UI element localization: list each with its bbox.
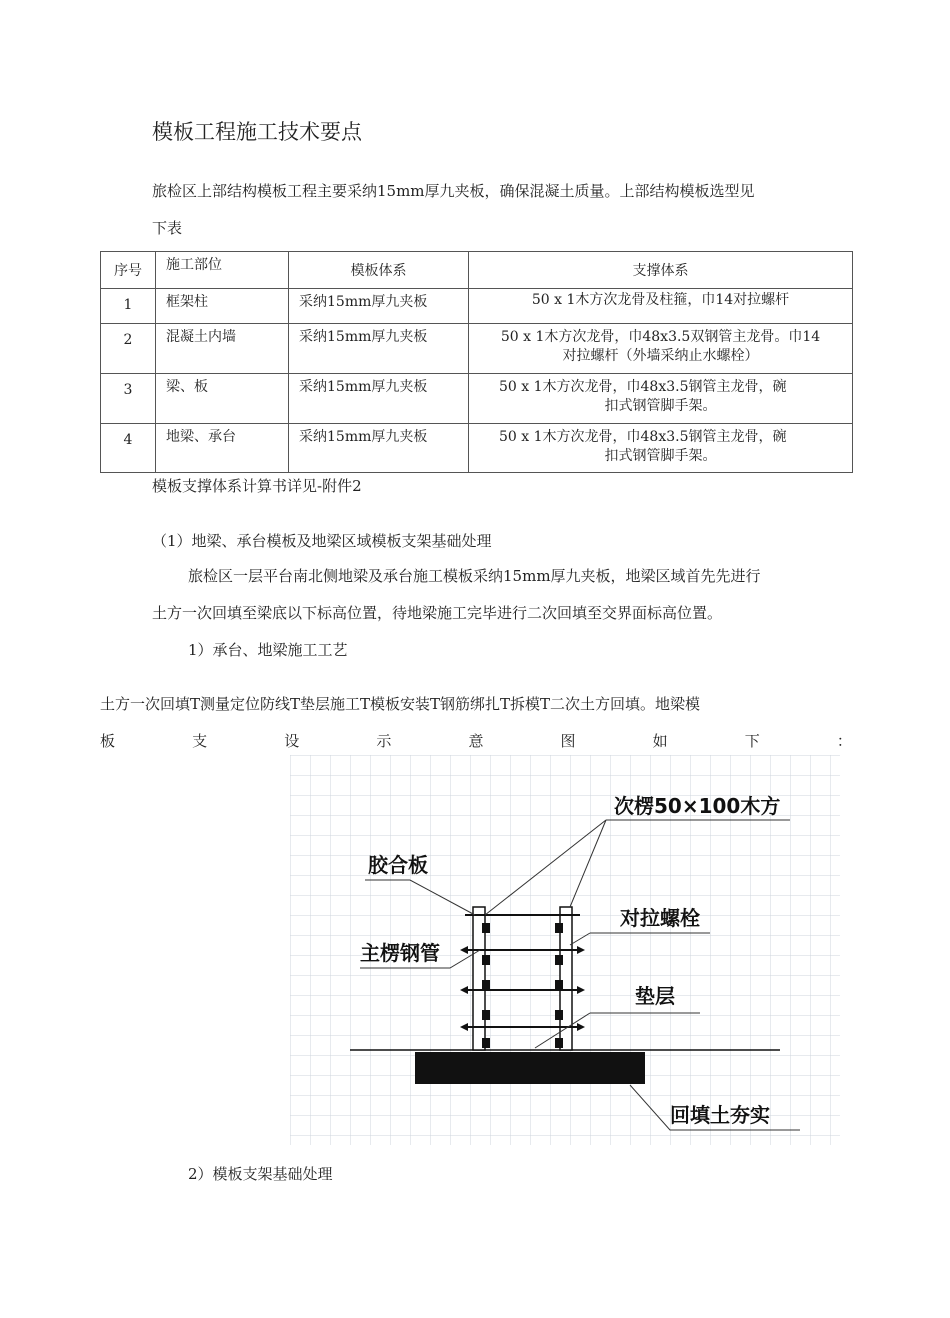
row-support [469, 324, 853, 374]
header-no: 序号 [101, 252, 156, 289]
process-line-2 [100, 731, 852, 751]
process-char: 设 [284, 732, 300, 750]
row-no: 2 [101, 324, 156, 374]
label-main-stud: 主楞钢管 [360, 941, 440, 965]
cushion-block [415, 1052, 645, 1084]
process-char: 如 [652, 732, 668, 750]
formwork-table [100, 251, 853, 473]
row-support [469, 424, 853, 473]
row-formwork: 采纳15mm厚九夹板 [289, 324, 469, 374]
label-secondary-stud: 次楞50×100木方 [614, 794, 781, 818]
header-support: 支撑体系 [469, 252, 853, 289]
row-no: 1 [101, 289, 156, 324]
row-part: 梁、板 [156, 374, 289, 424]
support-line-1: 50 x 1木方次龙骨，巾48x3.5钢管主龙骨，碗 [499, 379, 787, 395]
page-title: 模板工程施工技术要点 [152, 120, 362, 144]
calc-note: 模板支撑体系计算书详见-附件2 [152, 477, 362, 495]
table-row [101, 324, 853, 374]
support-line-2: 扣式钢管脚手架。 [604, 398, 717, 414]
row-part: 混凝土内墙 [156, 324, 289, 374]
section-1-heading: （1）地梁、承台模板及地梁区域模板支架基础处理 [152, 532, 492, 550]
process-char: 示 [376, 732, 392, 750]
formwork-diagram [290, 755, 840, 1145]
header-formwork: 模板体系 [289, 252, 469, 289]
intro-line-2: 下表 [152, 219, 183, 237]
process-char: 图 [560, 732, 576, 750]
intro-line-1: 旅检区上部结构模板工程主要采纳15mm厚九夹板，确保混凝土质量。上部结构模板选型见 [152, 182, 755, 200]
support-line-1: 50 x 1木方次龙骨，巾48x3.5钢管主龙骨，碗 [499, 429, 787, 445]
sub-heading-1: 1）承台、地梁施工工艺 [188, 641, 348, 659]
support-line-1: 50 x 1木方次龙骨，巾48x3.5双钢管主龙骨。巾14 [500, 329, 821, 345]
row-support [469, 289, 853, 324]
process-char: 支 [192, 732, 208, 750]
table-row [101, 289, 853, 324]
table-row [101, 424, 853, 473]
row-formwork: 采纳15mm厚九夹板 [289, 289, 469, 324]
process-line: 土方一次回填T测量定位防线T垫层施工T模板安装T钢筋绑扎T拆模T二次土方回填。地梁模 [100, 695, 701, 713]
label-backfill: 回填土夯实 [670, 1103, 770, 1127]
label-cushion: 垫层 [635, 984, 675, 1008]
row-part: 框架柱 [156, 289, 289, 324]
support-line-2: 对拉螺杆（外墙采纳止水螺栓） [562, 348, 759, 364]
process-char: 板 [100, 732, 116, 750]
row-no: 4 [101, 424, 156, 473]
support-line-1: 50 x 1木方次龙骨及柱箍，巾14对拉螺杆 [531, 292, 790, 308]
sub-heading-2: 2）模板支架基础处理 [188, 1165, 333, 1183]
section-1-para-line-1: 旅检区一层平台南北侧地梁及承台施工模板采纳15mm厚九夹板，地梁区域首先先进行 [188, 567, 761, 585]
process-char: 意 [468, 732, 484, 750]
label-tie-bolt: 对拉螺栓 [620, 906, 700, 930]
row-support [469, 374, 853, 424]
section-1-para-line-2: 土方一次回填至梁底以下标高位置，待地梁施工完毕进行二次回填至交界面标高位置。 [152, 604, 723, 622]
table-header-row [101, 252, 853, 289]
row-part: 地梁、承台 [156, 424, 289, 473]
row-formwork: 采纳15mm厚九夹板 [289, 424, 469, 473]
process-char: ： [836, 732, 852, 750]
header-part: 施工部位 [156, 252, 289, 289]
support-line-2: 扣式钢管脚手架。 [604, 448, 717, 464]
label-plywood: 胶合板 [368, 853, 428, 877]
process-char: 下 [744, 732, 760, 750]
row-no: 3 [101, 374, 156, 424]
table-row [101, 374, 853, 424]
row-formwork: 采纳15mm厚九夹板 [289, 374, 469, 424]
